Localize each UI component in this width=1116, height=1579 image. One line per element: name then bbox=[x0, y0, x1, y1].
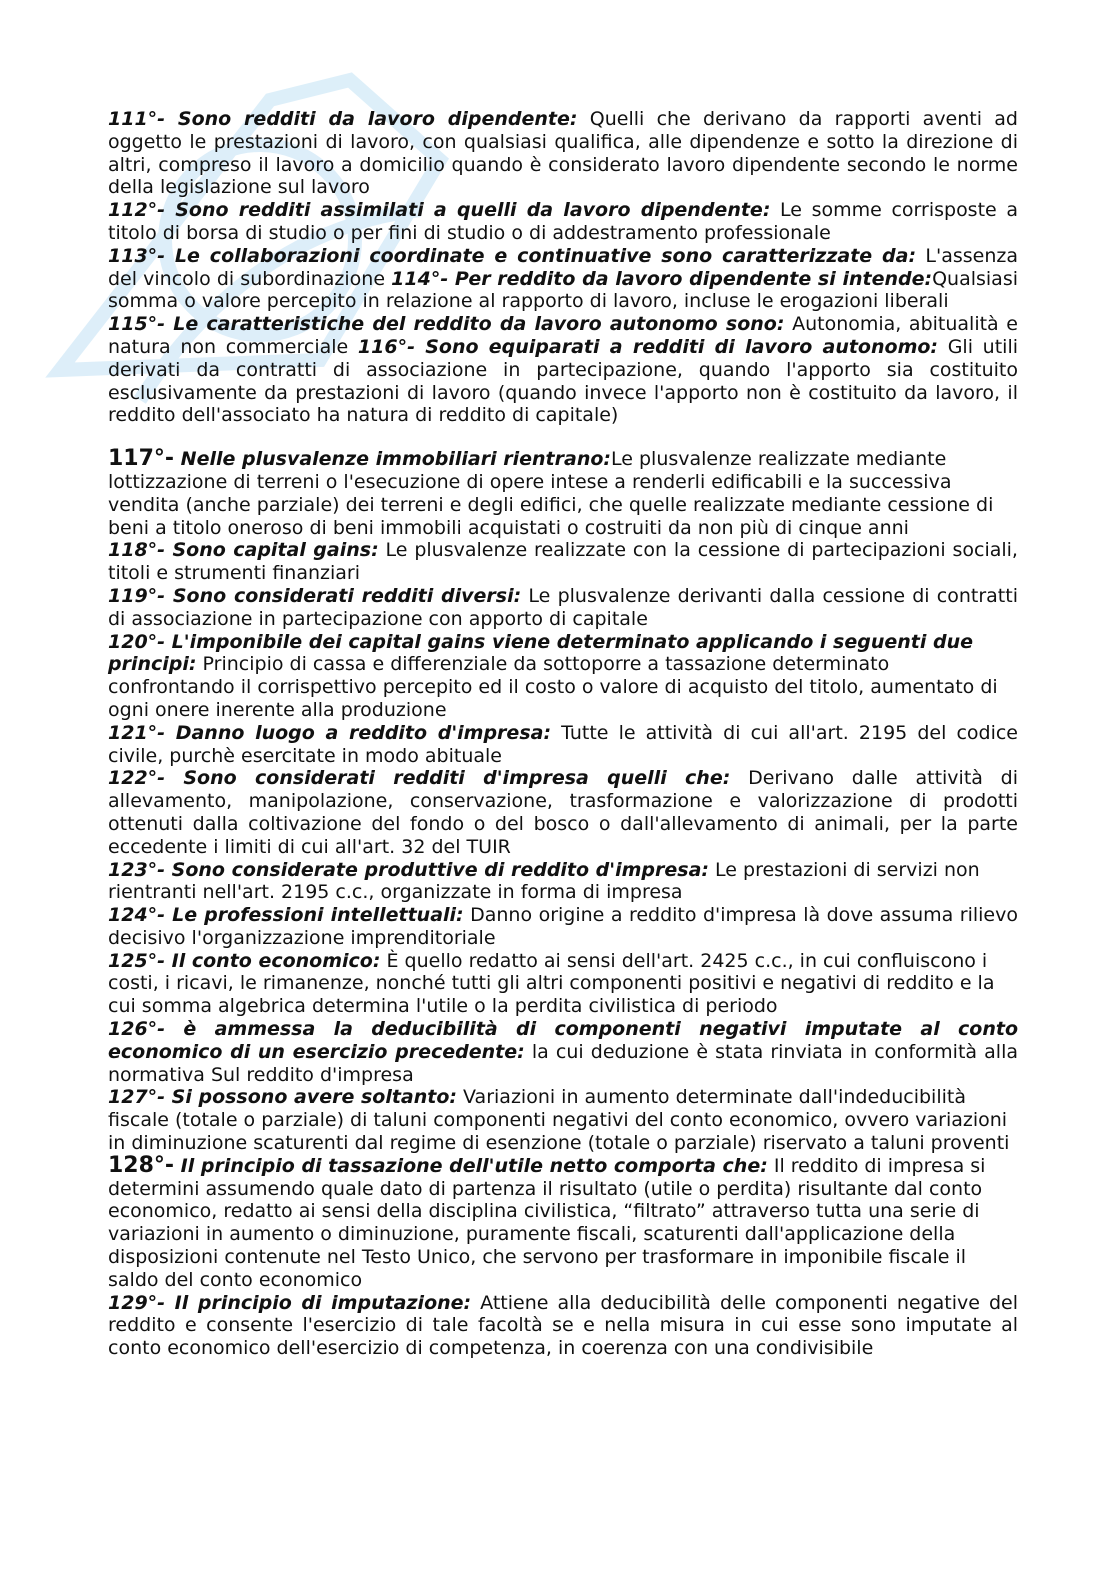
question-heading: 126°- è ammessa la deducibilità di componenti negativi imputate al conto economico di un esercizio precedente: bbox=[108, 1018, 1018, 1063]
answer-text: Le prestazioni di servizi non rientranti nell'art. 2195 c.c., organizzate in forma di impresa bbox=[108, 858, 980, 904]
answer-text: Il reddito di impresa si determini assumendo quale dato di partenza il risultato (utile o perdita) risultante dal conto economico, redatto ai sensi della disciplina civilistica, “filtrato” attraverso tutta una serie di variazioni in aumento o diminuzione, puramente fiscali, scaturenti dall'applicazione della disposizioni contenute nel Testo Unico, che servono per trasformare in imponibile fiscale il saldo del conto economico bbox=[108, 1154, 986, 1291]
question-heading: 120°- L'imponibile dei capital gains viene determinato applicando i seguenti due principi: bbox=[108, 630, 974, 676]
answer-text: Derivano dalle attività di allevamento, manipolazione, conservazione, trasformazione e valorizzazione di prodotti ottenuti dalla coltivazione del fondo o del bosco o dall'allevamento di animali, per la parte eccedente i limiti di cui all'art. 32 del TUIR bbox=[108, 767, 1018, 858]
question-125 bbox=[108, 950, 1018, 1018]
question-heading: 124°- Le professioni intellettuali: bbox=[108, 904, 464, 927]
question-heading: 119°- Sono considerati redditi diversi: bbox=[108, 584, 522, 607]
question-heading: 122°- Sono considerati redditi d'impresa quelli che: bbox=[108, 767, 731, 790]
answer-text: Le plusvalenze realizzate mediante lottizzazione di terreni o l'esecuzione di opere intese a renderli edificabili e la successiva vendita (anche parziale) dei terreni e degli edifici, che quelle realizzate mediante cessione di beni a titolo oneroso di beni immobili acquistati o costruiti da non più di cinque anni bbox=[108, 448, 994, 539]
question-heading: Il principio di tassazione dell'utile netto comporta che: bbox=[174, 1154, 768, 1177]
question-heading: 114°- Per reddito da lavoro dipendente si intende: bbox=[391, 267, 933, 290]
answer-text: Principio di cassa e differenziale da sottoporre a tassazione determinato confrontando il corrispettivo percepito ed il costo o valore di acquisto del titolo, aumentato di ogni onere inerente alla produzione bbox=[108, 653, 998, 721]
answer-text: Le plusvalenze derivanti dalla cessione di contratti di associazione in partecipazione con apporto di capitale bbox=[108, 584, 1018, 630]
question-111 bbox=[108, 108, 1018, 199]
question-112 bbox=[108, 199, 1018, 245]
question-119 bbox=[108, 585, 1018, 631]
question-117 bbox=[108, 448, 1018, 539]
question-126 bbox=[108, 1018, 1018, 1086]
question-number: 117°- bbox=[108, 446, 175, 472]
question-127 bbox=[108, 1086, 1018, 1154]
question-heading: Nelle plusvalenze immobiliari rientrano: bbox=[174, 448, 611, 471]
question-heading: 118°- Sono capital gains: bbox=[108, 539, 379, 562]
question-heading: 115°- Le caratteristiche del reddito da lavoro autonomo sono: bbox=[108, 313, 785, 336]
answer-text: Autonomia, abitualità e natura non commerciale bbox=[108, 313, 1018, 358]
answer-text: Le somme corrisposte a titolo di borsa di studio o per fini di studio o di addestramento professionale bbox=[108, 199, 1018, 244]
question-123 bbox=[108, 859, 1018, 905]
question-113-114 bbox=[108, 245, 1018, 313]
question-heading: 116°- Sono equiparati a redditi di lavoro autonomo: bbox=[357, 335, 939, 358]
question-heading: 129°- Il principio di imputazione: bbox=[108, 1291, 472, 1314]
document-body bbox=[108, 108, 1018, 1360]
answer-text: Attiene alla deducibilità delle componenti negative del reddito e consente l'esercizio di tale facoltà se e nella misura in cui esse sono imputate al conto economico dell'esercizio di competenza, in coerenza con una condivisibile bbox=[108, 1291, 1018, 1360]
question-heading: 123°- Sono considerate produttive di reddito d'impresa: bbox=[108, 858, 709, 881]
question-121 bbox=[108, 722, 1018, 768]
answer-text: È quello redatto ai sensi dell'art. 2425 c.c., in cui confluiscono i costi, i ricavi, le rimanenze, nonché tutti gli altri componenti positivi e negativi di reddito e la cui somma algebrica determina l'utile o la perdita civilistica di periodo bbox=[108, 949, 995, 1018]
question-122 bbox=[108, 767, 1018, 858]
answer-text: Tutte le attività di cui all'art. 2195 del codice civile, purchè esercitate in modo abituale bbox=[108, 721, 1018, 767]
question-heading: 121°- Danno luogo a reddito d'impresa: bbox=[108, 721, 552, 744]
answer-text: Le plusvalenze realizzate con la cessione di partecipazioni sociali, titoli e strumenti finanziari bbox=[108, 539, 1018, 585]
answer-text: la cui deduzione è stata rinviata in conformità alla normativa Sul reddito d'impresa bbox=[108, 1040, 1018, 1086]
question-heading: 112°- Sono redditi assimilati a quelli da lavoro dipendente: bbox=[108, 199, 771, 222]
paragraph-gap bbox=[108, 427, 1018, 448]
question-129 bbox=[108, 1292, 1018, 1360]
answer-text: L'assenza del vincolo di subordinazione bbox=[108, 244, 1018, 290]
question-120 bbox=[108, 631, 1018, 722]
answer-text: Variazioni in aumento determinate dall'indeducibilità fiscale (totale o parziale) di taluni componenti negativi del conto economico, ovvero variazioni in diminuzione scaturenti dal regime di esenzione (totale o parziale) riservato a taluni proventi bbox=[108, 1086, 1010, 1155]
question-128 bbox=[108, 1152, 1018, 1292]
question-118 bbox=[108, 539, 1018, 585]
answer-text: Qualsiasi somma o valore percepito in relazione al rapporto di lavoro, incluse le erogazioni liberali bbox=[108, 267, 1018, 313]
question-heading: 127°- Si possono avere soltanto: bbox=[108, 1086, 457, 1109]
answer-text: Gli utili derivati da contratti di associazione in partecipazione, quando l'apporto sia costituito esclusivamente da prestazioni di lavoro (quando invece l'apporto non è costituito da lavoro, il reddito dell'associato ha natura di reddito di capitale) bbox=[108, 335, 1019, 427]
question-heading: 113°- Le collaborazioni coordinate e continuative sono caratterizzate da: bbox=[108, 244, 917, 267]
question-number: 128°- bbox=[108, 1152, 175, 1178]
answer-text: Danno origine a reddito d'impresa là dove assuma rilievo decisivo l'organizzazione imprenditoriale bbox=[108, 904, 1018, 949]
question-heading: 111°- Sono redditi da lavoro dipendente: bbox=[108, 108, 578, 130]
question-115-116 bbox=[108, 313, 1018, 427]
question-124 bbox=[108, 904, 1018, 950]
answer-text: Quelli che derivano da rapporti aventi ad oggetto le prestazioni di lavoro, con qualsiasi qualifica, alle dipendenze e sotto la direzione di altri, compreso il lavoro a domicilio quando è considerato lavoro dipendente secondo le norme della legislazione sul lavoro bbox=[108, 108, 1018, 199]
question-heading: 125°- Il conto economico: bbox=[108, 949, 381, 972]
